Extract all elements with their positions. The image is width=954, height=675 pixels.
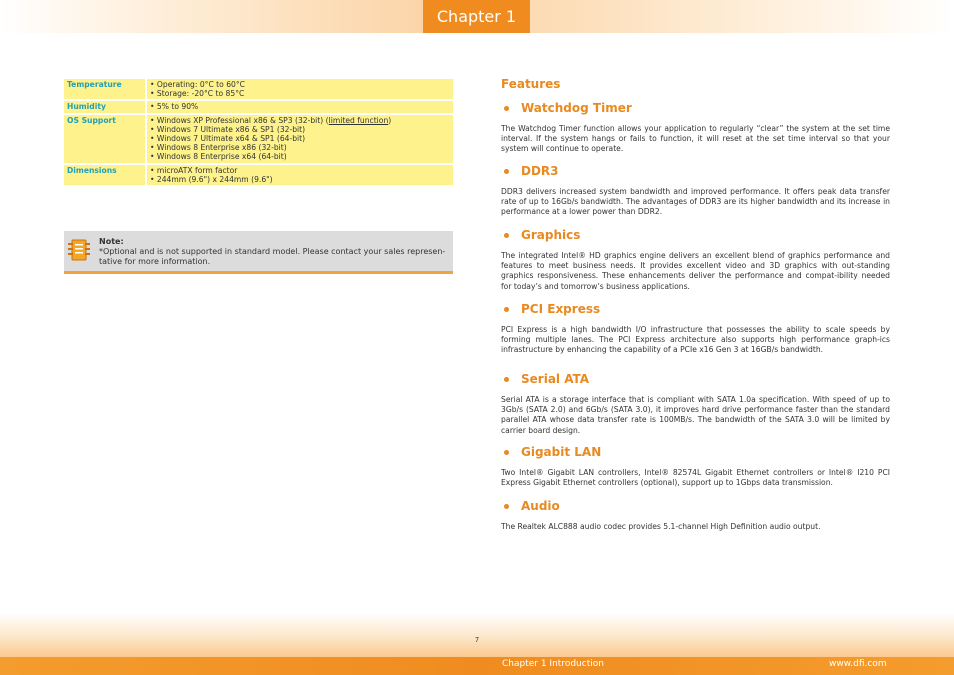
feature-gigabit-lan [501,444,890,488]
feature-heading-row [501,163,890,179]
feature-description: The integrated Intel® HD graphics engine delivers an excellent blend of graphics performance and features to meet business needs. It provides excellent video and 3D graphics with out-standing graphics responsiveness. These enhancements deliver the performance and compat-ibility needed for today’s and tomorrow’s business applications. [501,251,890,291]
page-number: 7 [474,636,480,644]
feature-graphics [501,227,890,292]
spec-line: • Windows 7 Ultimate x64 & SP1 (64-bit) [150,134,306,144]
note-box [64,231,453,274]
spec-value-os-support [145,115,453,163]
feature-heading: Graphics [521,228,581,242]
feature-heading: Watchdog Timer [521,101,632,115]
spec-line-close: ) [388,115,392,125]
feature-watchdog-timer [501,100,890,155]
spec-line-text: • Windows XP Professional x86 & SP3 (32-bit) ( [150,115,329,125]
feature-description: DDR3 delivers increased system bandwidth and improved performance. It offers peak data transfer rate of up to 16Gb/s bandwidth. The advantages of DDR3 are its higher bandwidth and its increase in performance at a lower power than DDR2. [501,187,890,217]
bullet-icon [504,377,509,382]
feature-description: Two Intel® Gigabit LAN controllers, Intel® 82574L Gigabit Ethernet controllers or Intel® I210 PCI Express Gigabit Ethernet controllers (optional), support up to 1Gbps data transmission. [501,468,890,488]
note-text-block [99,237,451,267]
feature-heading-row [501,444,890,460]
spec-label-temperature: Temperature [64,79,145,99]
table-row [64,79,453,99]
feature-pci-express [501,301,890,356]
feature-heading-row [501,498,890,514]
feature-heading-row [501,227,890,243]
spec-label-humidity: Humidity [64,101,145,112]
spec-line: • 244mm (9.6") x 244mm (9.6") [150,174,273,184]
feature-heading: Audio [521,499,560,513]
feature-heading: DDR3 [521,164,559,178]
spec-line [150,116,450,125]
table-row [64,115,453,163]
limited-function-link[interactable]: limited function [328,115,389,125]
feature-serial-ata [501,371,890,436]
chapter-tab[interactable]: Chapter 1 [423,0,530,33]
spec-table [64,77,453,187]
footer-band [0,613,954,657]
bullet-icon [504,307,509,312]
bullet-icon [504,504,509,509]
spec-value-humidity [145,101,453,112]
footer-bar [0,657,954,675]
feature-description: The Realtek ALC888 audio codec provides 5.1-channel High Definition audio output. [501,522,821,531]
spec-line: • Operating: 0°C to 60°C [150,80,245,89]
features-title: Features [501,77,561,91]
bullet-icon [504,233,509,238]
spec-label-os-support: OS Support [64,115,145,163]
feature-heading: Serial ATA [521,372,590,386]
spec-line: • microATX form factor [150,165,238,175]
spec-line: • Windows 8 Enterprise x86 (32-bit) [150,143,287,153]
feature-description: The Watchdog Timer function allows your application to regularly “clear” the system at the set time interval. If the system hangs or fails to function, it will reset at the set time interval so that your system will continue to operate. [501,124,890,154]
spec-line: • 5% to 90% [150,102,199,112]
spec-line: • Windows 7 Ultimate x86 & SP1 (32-bit) [150,124,306,134]
bullet-icon [504,169,509,174]
feature-description: Serial ATA is a storage interface that is compliant with SATA 1.0a specification. With speed of up to 3Gb/s (SATA 2.0) and 6Gb/s (SATA 3.0), it improves hard drive performance faster than the standard parallel ATA whose data transfer rate is 100MB/s. The bandwidth of the SATA 3.0 will be limited by carrier board design. [501,395,890,435]
spec-label-dimensions: Dimensions [64,165,145,185]
table-row [64,165,453,185]
bullet-icon [504,450,509,455]
feature-heading-row [501,371,890,387]
spec-line: • Storage: -20°C to 85°C [150,89,245,99]
bullet-icon [504,106,509,111]
feature-heading: Gigabit LAN [521,445,602,459]
spec-value-temperature [145,79,453,99]
feature-heading-row [501,100,890,116]
note-body: *Optional and is not supported in standard model. Please contact your sales represen-tative for more information. [99,247,446,266]
feature-audio [501,498,890,532]
feature-heading-row [501,301,890,317]
feature-description: PCI Express is a high bandwidth I/O infrastructure that possesses the ability to scale speeds by forming multiple lanes. The PCI Express architecture also supports high performance graph-ics infrastructure by enhancing the capability of a PCIe x16 Gen 3 at 16GB/s bandwidth. [501,325,890,355]
footer-section-label[interactable]: Chapter 1 Introduction [502,659,604,669]
note-title: Note: [99,237,124,246]
spec-line: • Windows 8 Enterprise x64 (64-bit) [150,152,287,162]
feature-ddr3 [501,163,890,218]
spec-value-dimensions [145,165,453,185]
table-row [64,101,453,112]
footer-website-link[interactable]: www.dfi.com [829,659,887,669]
note-icon [67,237,91,263]
feature-heading: PCI Express [521,302,601,316]
